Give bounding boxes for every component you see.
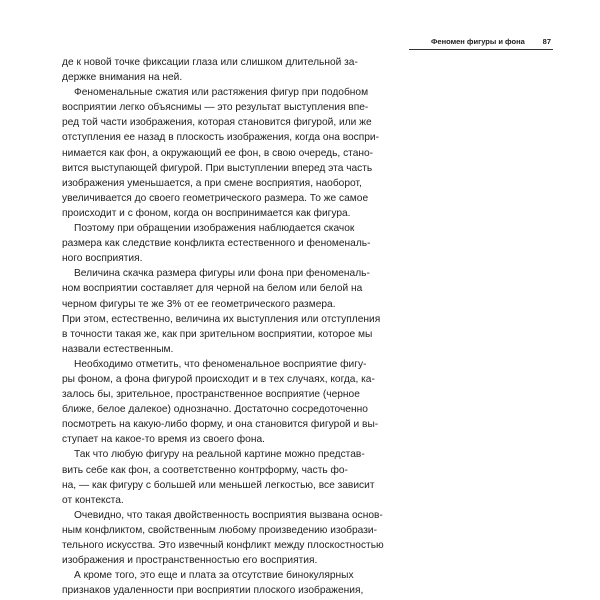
- text-line: признаков удаленности при восприятии плоского изображения,: [62, 585, 364, 597]
- text-line: ного восприятия.: [62, 253, 143, 265]
- text-line: ближе, белое далекое) однозначно. Достаточно сосредоточенно: [62, 404, 368, 416]
- text-line: вить себе как фон, а соответственно контрформу, часть фо-: [62, 464, 348, 476]
- text-line: залось бы, зрительное, пространственное восприятие (черное: [62, 389, 360, 401]
- text-line: Поэтому при обращении изображения наблюдается скачок: [74, 223, 355, 235]
- header-title: Феномен фигуры и фона: [431, 37, 525, 46]
- text-line: А кроме того, это еще и плата за отсутствие бинокулярных: [74, 570, 354, 582]
- paragraph: [62, 357, 554, 448]
- text-line: ступает на какое-то время из своего фона.: [62, 434, 265, 446]
- text-line: вится выступающей фигурой. При выступлении вперед эта часть: [62, 162, 373, 174]
- running-header: [409, 35, 553, 50]
- text-line: Очевидно, что такая двойственность восприятия вызвана основ-: [74, 509, 383, 521]
- paragraph: [62, 568, 554, 598]
- text-line: ным конфликтом, свойственным любому произведению изобрази-: [62, 524, 377, 536]
- text-line: размера как следствие конфликта естественного и феноменаль-: [62, 238, 371, 250]
- text-line: отступления ее назад в плоскость изображения, когда она воспри-: [62, 132, 380, 144]
- body-text: [62, 55, 554, 598]
- text-line: черном фигуры те же 3% от ее геометрического размера.: [62, 298, 336, 310]
- text-line: происходит и с фоном, когда он воспринимается как фигура.: [62, 207, 351, 219]
- text-line: ном восприятии составляет для черной на белом или белой на: [62, 283, 363, 295]
- text-line: нимается как фон, а окружающий ее фон, в свою очередь, стано-: [62, 147, 374, 159]
- paragraph: [62, 55, 554, 85]
- text-line: от контекста.: [62, 494, 124, 506]
- text-line: посмотреть на какую-либо форму, и она становится фигурой и вы-: [62, 419, 379, 431]
- text-line: Величина скачка размера фигуры или фона при феноменаль-: [74, 268, 370, 280]
- text-line: ры фоном, а фона фигурой происходит и в тех случаях, когда, ка-: [62, 373, 375, 385]
- page-number: 87: [542, 37, 551, 46]
- text-line: Необходимо отметить, что феноменальное восприятие фигу-: [74, 358, 367, 370]
- text-line: изображения и пространственностью его восприятия.: [62, 555, 318, 567]
- text-line: де к новой точке фиксации глаза или слишком длительной за-: [62, 57, 358, 68]
- text-line: изображения уменьшается, а при смене восприятия, наоборот,: [62, 177, 362, 189]
- text-line: При этом, естественно, величина их выступления или отступления: [62, 313, 381, 325]
- text-line: в точности такая же, как при зрительном восприятии, которое мы: [62, 328, 373, 340]
- paragraph: [62, 508, 554, 568]
- paragraph: [62, 85, 554, 221]
- text-line: держке внимания на ней.: [62, 72, 183, 84]
- text-line: восприятии легко объяснимы — это результат выступления впе-: [62, 102, 369, 114]
- text-line: тельного искусства. Это извечный конфликт между плоскостностью: [62, 540, 384, 551]
- text-line: назвали естественным.: [62, 343, 174, 355]
- text-line: на, — как фигуру с большей или меньшей легкостью, все зависит: [62, 479, 375, 491]
- text-line: Феноменальные сжатия или растяжения фигур при подобном: [74, 87, 369, 99]
- text-line: ред той части изображения, которая становится фигурой, или же: [62, 117, 372, 129]
- paragraph: [62, 447, 554, 507]
- paragraph: [62, 266, 554, 357]
- text-line: увеличивается до своего геометрического размера. То же самое: [62, 192, 369, 204]
- paragraph: [62, 221, 554, 266]
- text-line: Так что любую фигуру на реальной картине можно представ-: [74, 449, 365, 461]
